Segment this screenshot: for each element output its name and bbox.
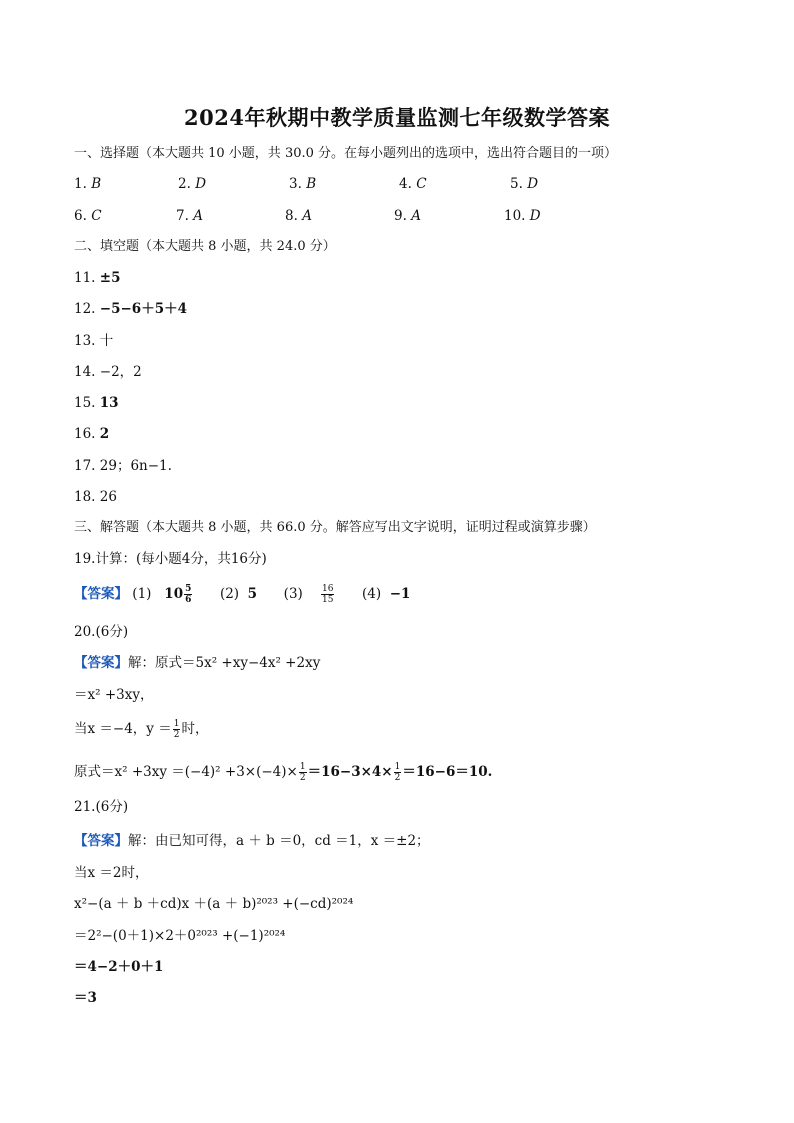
fill-item: 12. −5−6＋5＋4 xyxy=(74,301,187,317)
q21-line-1: 【答案】解：由已知可得，a ＋ b ＝0，cd ＝1，x ＝±2； xyxy=(74,833,430,849)
section-3-heading: 三、解答题（本大题共 8 小题，共 66.0 分。解答应写出文字说明，证明过程或演算步骤） xyxy=(74,520,596,535)
q21-line-5: ＝4−2＋0＋1 xyxy=(74,959,164,975)
answer-tag: 【答案】 xyxy=(74,586,128,602)
answer-tag: 【答案】 xyxy=(74,655,128,671)
q20-title: 20.(6分) xyxy=(74,624,129,640)
mc-item: 8. A xyxy=(285,208,312,224)
q19-title: 19.计算：(每小题4分，共16分) xyxy=(74,551,267,567)
mc-item: 2. D xyxy=(178,176,207,192)
mc-item: 6. C xyxy=(74,208,102,224)
q20-line-4: 原式＝x² +3xy ＝(−4)² +3×(−4)× $\frac{1}{2}$ ＝16−3×4× $\frac{1}{2}$ ＝16−6＝10. xyxy=(74,762,493,783)
fill-item: 15. 13 xyxy=(74,395,119,411)
q21-line-3: x²−(a ＋ b ＋cd)x ＋(a ＋ b)²⁰²³ +(−cd)²⁰²⁴ xyxy=(74,896,354,912)
answer-tag: 【答案】 xyxy=(74,833,128,849)
q20-line-2: ＝x² +3xy， xyxy=(74,687,154,703)
q21-title: 21.(6分) xyxy=(74,799,129,815)
fill-item: 14. −2，2 xyxy=(74,364,142,380)
fraction: $\frac{1}{2}$ xyxy=(173,719,180,740)
q21-line-2: 当x ＝2时， xyxy=(74,865,149,881)
mc-item: 9. A xyxy=(394,208,421,224)
q20-line-3: 当x ＝−4，y ＝ $\frac{1}{2}$ 时， xyxy=(74,719,209,740)
fill-item: 17. 29；6n−1. xyxy=(74,458,172,474)
fraction: $\frac{16}{15}$ xyxy=(321,584,334,605)
mc-item: 1. B xyxy=(74,176,102,192)
q19-answer: 【答案】 (1) 10 $\frac{5}{6}$ (2) 5 (3) $\frac{16}{15}$ (4) −1 xyxy=(74,584,411,605)
section-1-heading: 一、选择题（本大题共 10 小题，共 30.0 分。在每小题列出的选项中，选出符合题目的一项） xyxy=(74,146,618,161)
section-2-heading: 二、填空题（本大题共 8 小题，共 24.0 分） xyxy=(74,239,336,254)
mc-item: 5. D xyxy=(510,176,539,192)
fill-item: 18. 26 xyxy=(74,489,117,505)
fraction: $\frac{1}{2}$ xyxy=(299,762,306,783)
mc-item: 4. C xyxy=(399,176,427,192)
q20-line-1: 【答案】解：原式＝5x² +xy−4x² +2xy xyxy=(74,655,321,671)
page-title: 2024年秋期中教学质量监测七年级数学答案 xyxy=(184,105,610,130)
fill-item: 13. 十 xyxy=(74,333,114,349)
fraction: $\frac{1}{2}$ xyxy=(394,762,401,783)
mc-item: 7. A xyxy=(176,208,203,224)
mc-item: 10. D xyxy=(504,208,541,224)
fraction: $\frac{5}{6}$ xyxy=(185,584,192,605)
fill-item: 16. 2 xyxy=(74,426,110,442)
q21-line-6: ＝3 xyxy=(74,990,97,1006)
mc-item: 3. B xyxy=(289,176,317,192)
fill-item: 11. ±5 xyxy=(74,270,121,286)
q21-line-4: ＝2²−(0＋1)×2＋0²⁰²³ +(−1)²⁰²⁴ xyxy=(74,928,286,944)
